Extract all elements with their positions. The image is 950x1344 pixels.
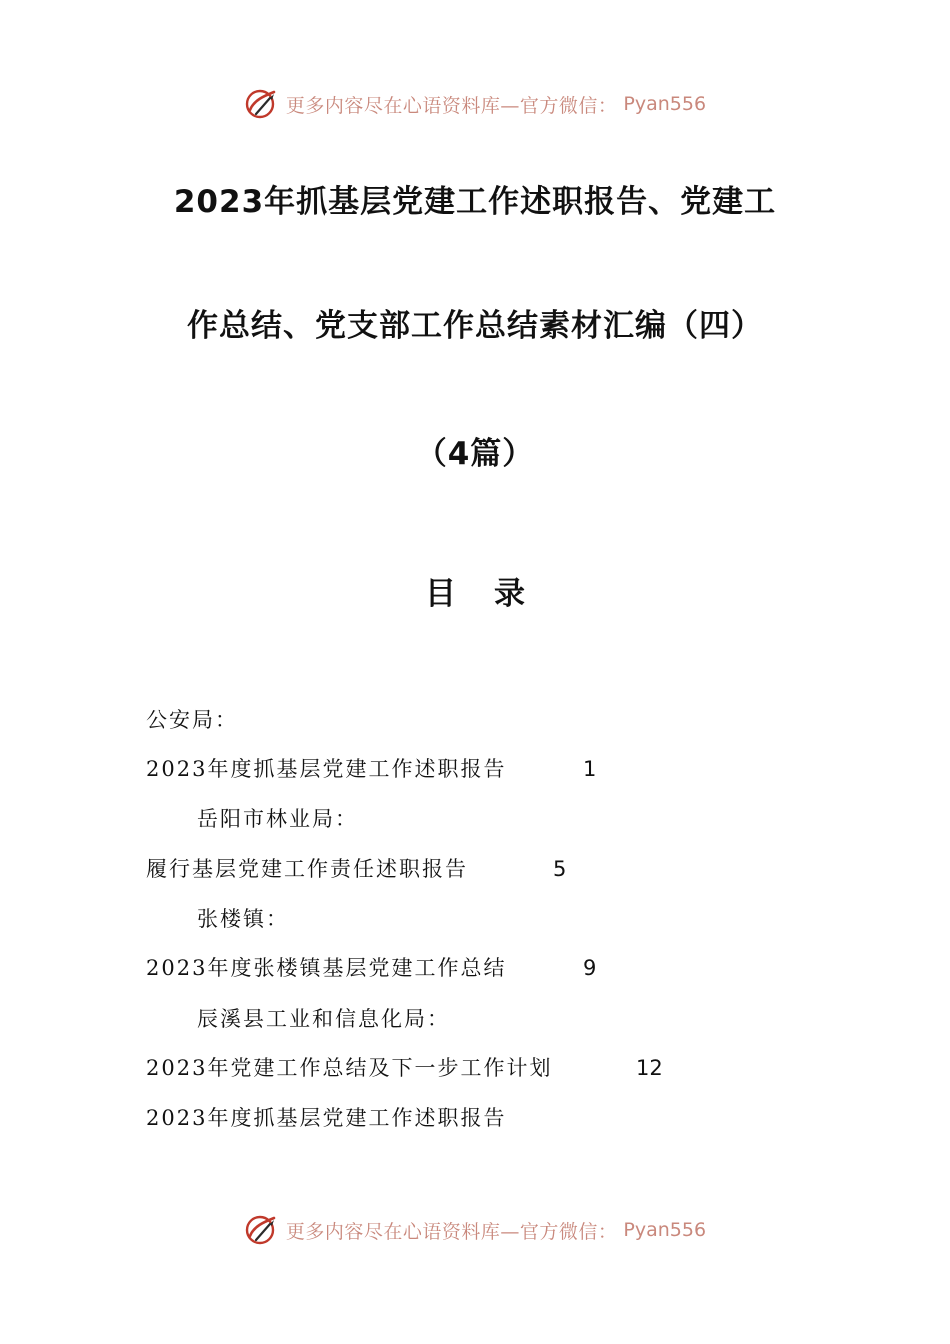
toc-entry-4-title[interactable]: 2023年党建工作总结及下一步工作计划 (146, 1056, 553, 1080)
watermark-text: 更多内容尽在心语资料库—官方微信： (285, 1220, 618, 1243)
watermark-text: 更多内容尽在心语资料库—官方微信： (285, 94, 618, 117)
watermark-wechat-id: Pyan556 (623, 1219, 707, 1241)
document-title-line-1: 2023年抓基层党建工作述职报告、党建工 (173, 184, 777, 220)
toc-entry-3-title[interactable]: 2023年度张楼镇基层党建工作总结 (146, 956, 507, 980)
watermark-wechat-id: Pyan556 (623, 93, 707, 115)
toc-org-4: 辰溪县工业和信息化局： (197, 1007, 450, 1031)
toc-entry-1-title[interactable]: 2023年度抓基层党建工作述职报告 (146, 757, 507, 781)
toc-entry-1-page: 1 (583, 757, 597, 781)
watermark-footer (0, 1210, 950, 1250)
toc-org-1: 公安局： (146, 708, 238, 732)
document-title-count: （4篇） (415, 436, 535, 472)
toc-entry-4-page: 12 (636, 1056, 663, 1080)
toc-entry-3-page: 9 (583, 956, 597, 980)
watermark-header (0, 84, 950, 124)
pen-logo-icon (244, 1212, 280, 1248)
toc-org-3: 张楼镇： (197, 907, 289, 931)
document-title-line-2: 作总结、党支部工作总结素材汇编（四） (187, 308, 763, 344)
toc-org-2: 岳阳市林业局： (197, 807, 358, 831)
toc-heading: 目录 (425, 576, 563, 612)
toc-entry-2-page: 5 (553, 857, 567, 881)
body-section-heading: 2023年度抓基层党建工作述职报告 (146, 1106, 507, 1130)
pen-logo-icon (244, 86, 280, 122)
toc-entry-2-title[interactable]: 履行基层党建工作责任述职报告 (146, 857, 468, 881)
